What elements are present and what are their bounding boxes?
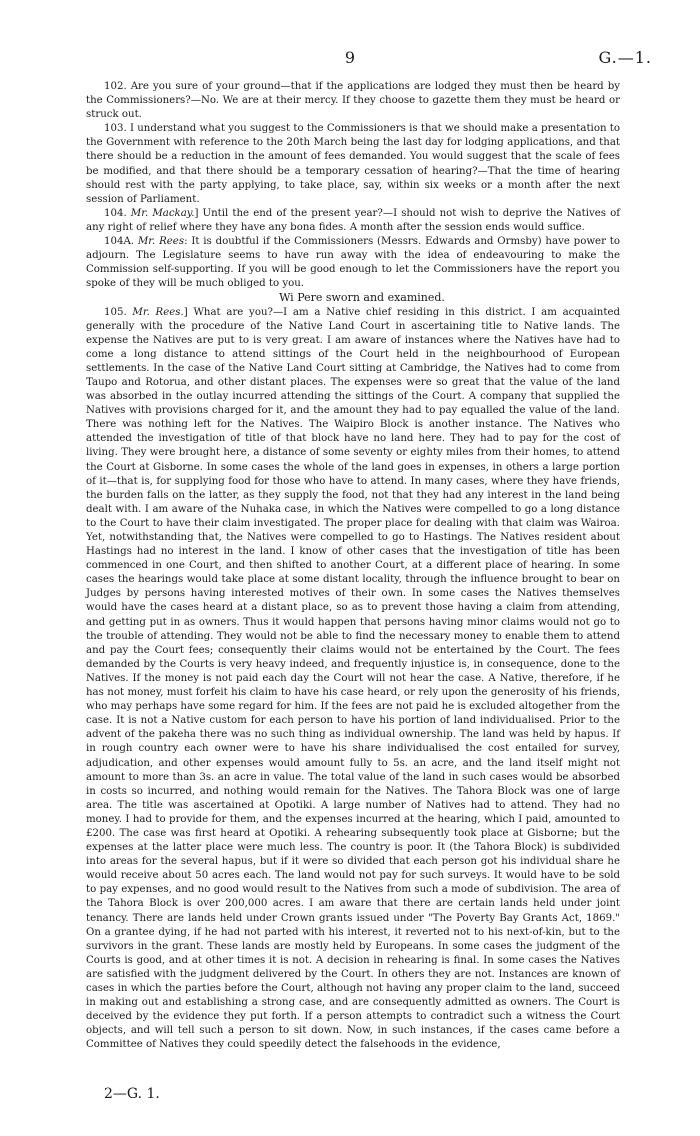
document-reference: G.—1. xyxy=(598,48,652,67)
paragraph-text: I understand what you suggest to the Commissioners is that we should make a presentation to the Government with reference to the 20th March being the last day for lodging applications, and that there should be a reduction in the amount of fees demanded. You would suggest that the scale of fees be modified, and that there should be a temporary cessation of hearing?—That the time of hearing should rest with the party applying, to take place, say, within six weeks or a month after the next session of Parliament. xyxy=(86,123,620,205)
paragraph-102 xyxy=(86,80,620,122)
witness-heading: Wi Pere sworn and examined. xyxy=(279,291,445,305)
paragraph-text: Are you sure of your ground—that if the applications are lodged they must then be heard by the Commissioners?—No. We are at their mercy. If they choose to gazette them they must be heard or struck out. xyxy=(86,81,620,121)
paragraph-text: : It is doubtful if the Commissioners (Messrs. Edwards and Ormsby) have power to adjourn. The Legislature seems to have run away with the idea of endeavouring to make the Commission self-supporting. If you will be good enough to let the Commissioners have the report you spoke of they will be much obliged to you. xyxy=(86,236,620,290)
paragraph-text: ] What are you?—I am a Native chief residing in this district. I am acquainted generally with the procedure of the Native Land Court in ascertaining title to Native lands. The expense the Natives are put to is very great. I am aware of instances where the Natives have had to come a long distance to attend sittings of the Court held in the neighbourhood of European settlements. In the case of the Native Land Court sitting at Cambridge, the Natives had to come from Taupo and Rotorua, and other distant places. The expenses were so great that the value of the land was absorbed in the outlay incurred attending the sittings of the Court. A company that supplied the Natives with provisions charged for it, and the amount they had to pay equalled the value of the land. There was nothing left for the Natives. The Waipiro Block is another instance. The Natives who attended the investigation of title of that block have no land here. They had to pay for the cost of living. They were brought here, a distance of some seventy or eighty miles from their homes, to attend the Court at Gisborne. In some cases the whole of the land goes in expenses, in others a large portion of it—that is, for supplying food for those who have to attend. In many cases, where they have friends, the burden falls on the latter, as they supply the food, not that they had any interest in the land being dealt with. I am aware of the Nuhaka case, in which the Natives were compelled to go a long distance to the Court to have their claim investigated. The proper place for dealing with that claim was Wairoa. Yet, notwithstanding that, the Natives were compelled to go to Hastings. The Natives resident about Hastings had no interest in the land. I know of other cases that the investigation of title has been commenced in one Court, and then shifted to another Court, at a different place of hearing. In some cases the hearings would take place at some distant locality, through the influence brought to bear on Judges by persons having interested motives of their own. In some cases the Natives themselves would have the cases heard at a distant place, so as to prevent those having a claim from attending, and getting put in as owners. Thus it would happen that persons having minor claims would not go to the trouble of attending. They would not be able to find the necessary money to enable them to attend and pay the Court fees; consequently their claims would not be entertained by the Court. The fees demanded by the Courts is very heavy indeed, and frequently injustice is, in consequence, done to the Natives. If the money is not paid each day the Court will not hear the case. A Native, therefore, if he has not money, must forfeit his claim to have his case heard, or rely upon the generosity of his friends, who may perhaps have some regard for him. If the fees are not paid he is excluded altogether from the case. It is not a Native custom for each person to have his portion of land individualised. Prior to the advent of the pakeha there was no such thing as individual ownership. The land was held by hapus. If in rough country each owner were to have his share individualised the cost entailed for survey, adjudication, and other expenses would amount fully to 5s. an acre, and the land itself might not amount to more than 3s. an acre in value. The total value of the land in such cases would be absorbed in costs so incurred, and nothing would remain for the Natives. The Tahora Block was one of large area. The title was ascertained at Opotiki. A large number of Natives had to attend. They had no money. I had to provide for them, and the expenses incurred at the hearing, which I paid, amounted to £200. The case was first heard at Opotiki. A rehearing subsequently took place at Gisborne; but the expenses at the latter place were much less. The country is poor. It (the Tahora Block) is subdivided into areas for the several hapus, but if it were so divided that each person got his individual share he would receive about 50 acres each. The land would not pay for such surveys. It would have to be sold to pay expenses, and no good would result to the Natives from such a mode of subdivision. The area of the Tahora Block is over 200,000 acres. I am aware that there are certain lands held under joint tenancy. There are lands held under Crown grants issued under "The Poverty Bay Grants Act, 1869." On a grantee dying, if he had not parted with his interest, it reverted not to his next-of-kin, but to the survivors in the grant. These lands are mostly held by Europeans. In some cases the judgment of the Courts is good, and at other times it is not. A decision in rehearing is final. In some cases the Natives are satisfied with the judgment delivered by the Court. In others they are not. Instances are known of cases in which the parties before the Court, although not having any proper claim to the land, succeed in making out and establishing a strong case, and are consequently admitted as owners. The Court is deceived by the evidence they put forth. If a person attempts to contradict such a witness the Court objects, and will tell such a person to sit down. Now, in such instances, if the cases came before a Committee of Natives they could speedily detect the falsehoods in the evidence, xyxy=(86,306,620,1051)
page-number: 9 xyxy=(344,48,356,67)
paragraph-104a xyxy=(86,235,620,291)
question-number: 102. xyxy=(104,81,127,92)
speaker-name: Mr. Rees xyxy=(134,236,185,248)
paragraph-104 xyxy=(86,207,620,235)
paragraph-103 xyxy=(86,122,620,207)
speaker-name: Mr. Mackay. xyxy=(126,207,195,219)
paragraph-text: ] Until the end of the present year?—I should not wish to deprive the Natives of any right of relief where they have any bona fides. A month after the session ends would suffice. xyxy=(86,207,620,233)
printer-signature: 2—G. 1. xyxy=(104,1086,160,1102)
document-body xyxy=(86,80,620,1052)
paragraph-105 xyxy=(86,306,620,1053)
question-number: 104. xyxy=(104,207,127,219)
question-number: 103. xyxy=(104,123,127,135)
question-number: 105. xyxy=(104,306,127,318)
question-number: 104A. xyxy=(104,236,135,248)
speaker-name: Mr. Rees. xyxy=(126,306,184,318)
